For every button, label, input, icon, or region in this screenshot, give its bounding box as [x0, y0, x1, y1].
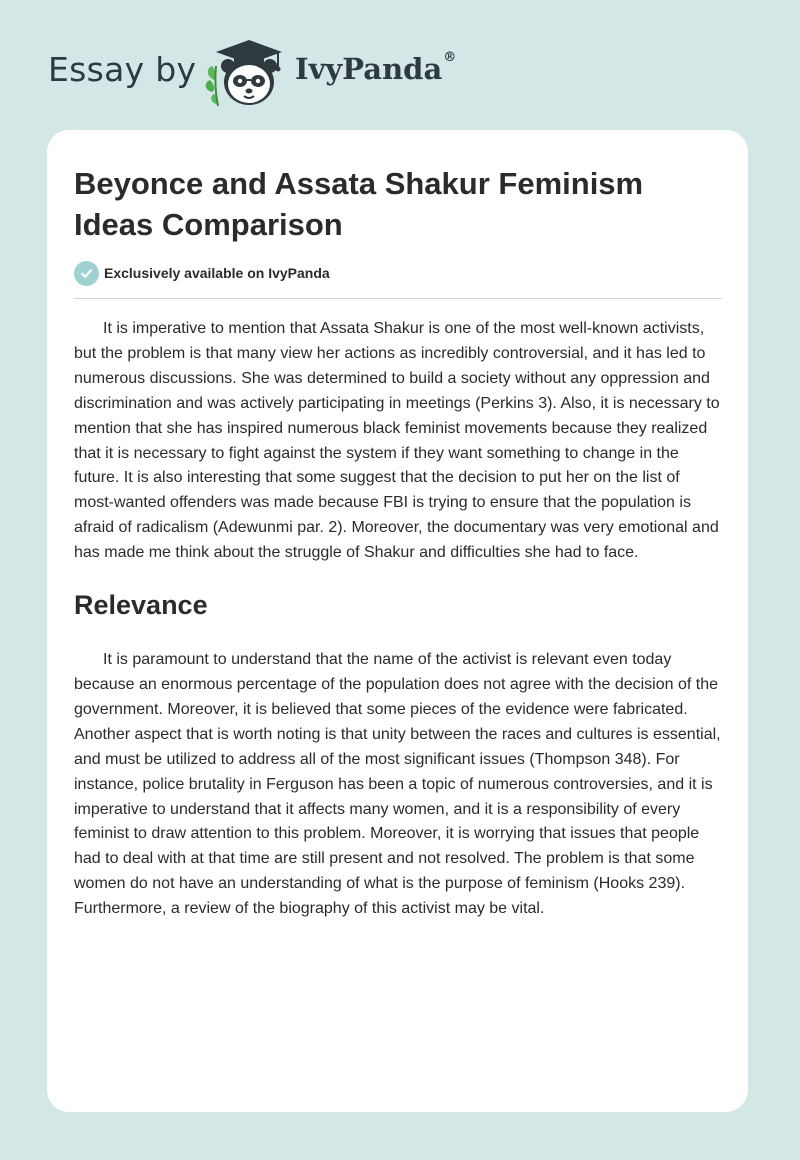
exclusive-badge: [74, 260, 722, 286]
essay-card: [47, 130, 748, 1112]
brand-header[interactable]: [48, 36, 508, 108]
body-paragraph: It is imperative to mention that Assata Shakur is one of the most well-known activists, but the problem is that many view her actions as incredibly controversial, and it has led to numerous discussions. She was determined to build a society without any oppression and discrimination and was actively participating in meetings (Perkins 3). Also, it is necessary to mention that she has inspired numerous black feminist movements because they realized that it is necessary to fight against the system if they want something to change in the future. It is also interesting that some suggest that the decision to put her on the list of most-wanted offenders was made because FBI is trying to ensure that the population is afraid of radicalism (Adewunmi par. 2). Moreover, the documentary was very emotional and has made me think about the struggle of Shakur and difficulties she had to face.: [74, 320, 720, 562]
body-paragraph: It is paramount to understand that the name of the activist is relevant even today because an enormous percentage of the population does not agree with the decision of the government. Moreover, it is believed that some pieces of the evidence were fabricated. Another aspect that is worth noting is that unity between the races and cultures is essential, and must be utilized to address all of the most significant issues (Thompson 348). For instance, police brutality in Ferguson has been a topic of numerous controversies, and it is imperative to understand that it affects many women, and it is a responsibility of every feminist to draw attention to this problem. Moreover, it is worrying that issues that people had to deal with at that time are still present and not resolved. The problem is that some women do not have an understanding of what is the purpose of feminism (Hooks 239). Furthermore, a review of the biography of this activist may be vital.: [74, 651, 721, 918]
check-icon: [74, 261, 99, 286]
section-heading: Relevance: [74, 590, 208, 621]
brand-prefix: Essay by: [48, 50, 197, 89]
registered-mark: ®: [443, 50, 457, 65]
brand-name: IvyPanda®: [295, 50, 457, 86]
page-title: Beyonce and Assata Shakur Feminism Ideas Comparison: [74, 166, 644, 242]
divider: [74, 298, 722, 299]
exclusive-label: Exclusively available on IvyPanda: [104, 265, 330, 281]
panda-logo-icon: [202, 36, 288, 108]
